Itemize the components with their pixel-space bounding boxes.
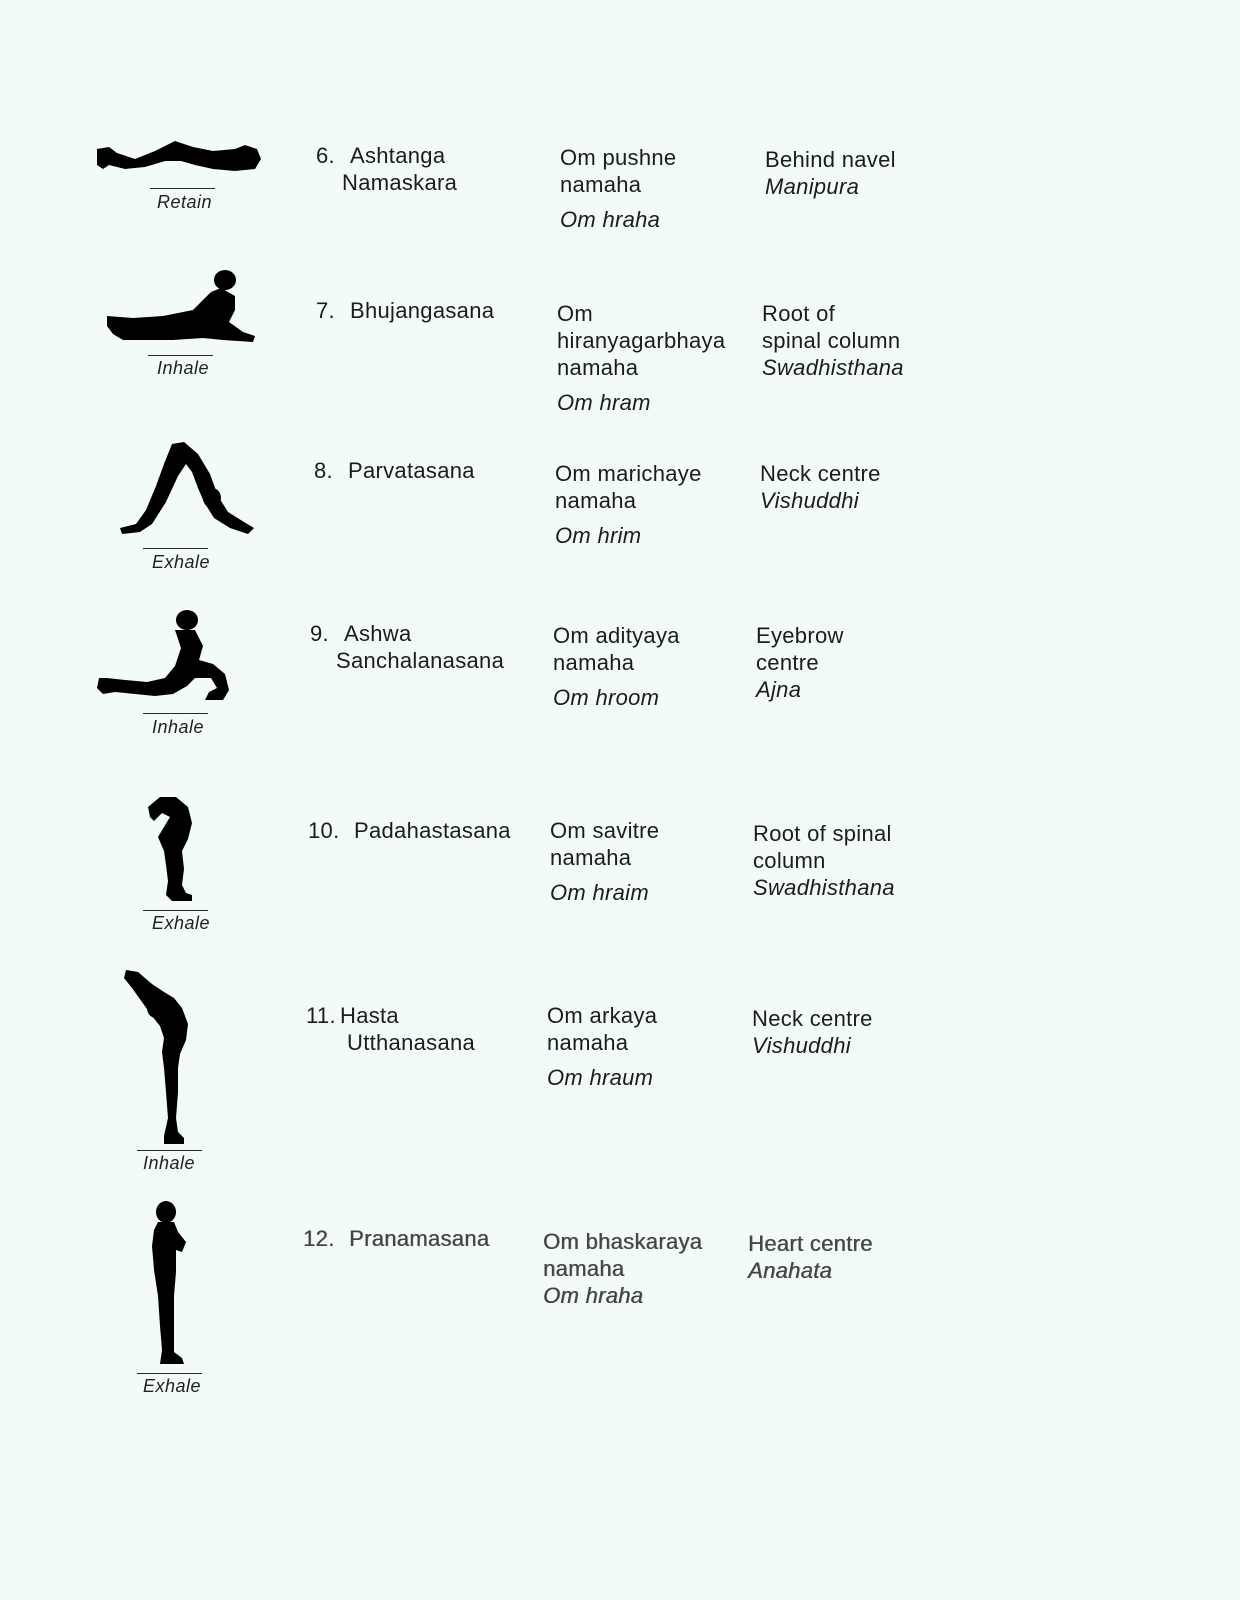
mantra [555,460,702,549]
asana-name [316,142,457,196]
bija-mantra: Om hraha [560,207,661,232]
breath-label: Exhale [152,552,211,572]
breath-divider [137,1373,202,1374]
chakra [762,300,904,381]
asana-name [310,620,504,674]
asana-name-line2: Namaskara [342,170,458,195]
mantra-line1: Om pushne [560,145,677,170]
asana-name [303,1225,489,1252]
asana-name [314,457,475,484]
chakra-location-line1: Behind navel [765,147,896,172]
mantra-line1: Om marichaye [555,461,702,486]
breath-divider [143,713,208,714]
chakra-location-line2: spinal column [762,328,901,353]
chakra-location-line1: Neck centre [752,1006,873,1031]
chakra [752,1005,873,1059]
pranamasana-figure [140,1200,200,1370]
asana-number: 11. [306,1003,336,1028]
mantra-line2: namaha [550,845,632,870]
chakra-location-line1: Eyebrow [756,623,844,648]
mantra-line2: namaha [553,650,635,675]
chakra-name: Swadhisthana [762,355,904,380]
chakra-location-line1: Root of spinal [753,821,892,846]
chakra [760,460,881,514]
breath-label: Inhale [152,717,205,737]
bija-mantra: Om hroom [553,685,660,710]
chakra-name: Vishuddhi [760,488,859,513]
mantra-line2: namaha [560,172,642,197]
asana-name [308,817,511,844]
bija-mantra: Om hrim [555,523,642,548]
mantra-line1: Om adityaya [553,623,680,648]
breath-label: Exhale [143,1376,202,1396]
asana-name-line2: Utthanasana [347,1030,476,1055]
chakra-name: Vishuddhi [752,1033,851,1058]
padahastasana-figure [142,795,202,905]
asana-name-line1: Bhujangasana [350,298,495,323]
asana-number: 10. [308,818,340,843]
asana-name [306,1002,475,1056]
mantra-line2: namaha [543,1256,625,1281]
chakra [753,820,895,901]
mantra-line1: Om arkaya [547,1003,658,1028]
asana-name-line1: Ashtanga [350,143,446,168]
chakra-location-line2: column [753,848,826,873]
asana-number: 9. [310,621,329,646]
chakra [756,622,844,703]
asana-name-line1: Ashwa [344,621,412,646]
hasta-utthanasana-figure [122,968,202,1148]
ashtanga-namaskara-figure [95,135,265,185]
parvatasana-figure [118,440,258,540]
breath-label: Retain [157,192,213,212]
chakra-name: Swadhisthana [753,875,895,900]
bija-mantra: Om hram [557,390,651,415]
asana-name-line1: Pranamasana [349,1226,490,1251]
breath-divider [143,910,208,911]
asana-name [316,297,494,324]
chakra-location-line1: Root of [762,301,836,326]
mantra [550,817,659,906]
breath-label: Inhale [143,1153,196,1173]
breath-divider [137,1150,202,1151]
asana-number: 12. [303,1226,335,1251]
breath-divider [150,188,215,189]
asana-number: 8. [314,458,333,483]
breath-divider [148,355,213,356]
bija-mantra: Om hraum [547,1065,654,1090]
mantra-line3: namaha [557,355,639,380]
chakra-location-line1: Neck centre [760,461,881,486]
bija-mantra: Om hraha [543,1283,644,1308]
mantra-line2: hiranyagarbhaya [557,328,726,353]
chakra-name: Manipura [765,174,860,199]
asana-name-line1: Hasta [340,1003,399,1028]
mantra [553,622,680,711]
chakra-name: Ajna [756,677,802,702]
mantra [560,144,676,233]
asana-number: 6. [316,143,335,168]
asana-name-line2: Sanchalanasana [336,648,505,673]
mantra-line1: Om bhaskaraya [543,1229,703,1254]
asana-name-line1: Padahastasana [354,818,511,843]
bhujangasana-figure [103,270,263,350]
chakra [765,146,896,200]
breath-divider [143,548,208,549]
mantra-line1: Om savitre [550,818,660,843]
breath-label: Exhale [152,913,211,933]
mantra [557,300,725,416]
chakra-location-line1: Heart centre [748,1231,873,1256]
asana-name-line1: Parvatasana [348,458,475,483]
bija-mantra: Om hraim [550,880,649,905]
mantra-line2: namaha [555,488,637,513]
mantra [547,1002,657,1091]
chakra-name: Anahata [748,1258,833,1283]
mantra-line1: Om [557,301,594,326]
chakra-location-line2: centre [756,650,819,675]
asana-number: 7. [316,298,335,323]
ashwa-sanchalanasana-figure [95,608,235,708]
chakra [748,1230,873,1284]
breath-label: Inhale [157,358,210,378]
mantra [543,1228,702,1309]
mantra-line2: namaha [547,1030,629,1055]
